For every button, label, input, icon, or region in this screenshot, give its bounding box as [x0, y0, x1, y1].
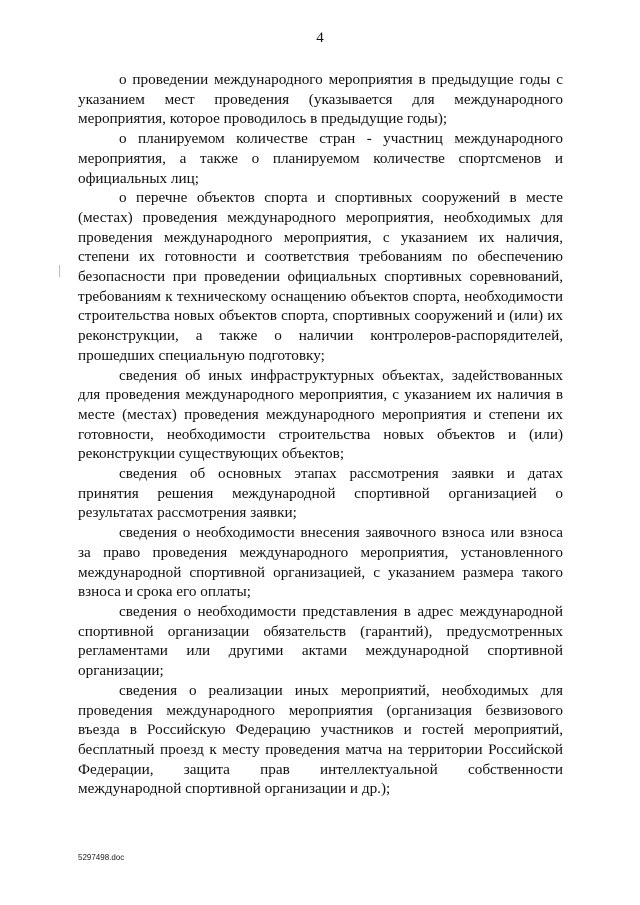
paragraph-planned-countries: о планируемом количестве стран - участниц международного мероприятия, а также о планируемом количестве спортсменов и официальных лиц; [78, 130, 563, 187]
paragraph-infrastructure: сведения об иных инфраструктурных объектах, задействованных для проведения международного мероприятия, с указанием их наличия в месте (местах) проведения международного мероприятия и степени их готовности, необходимости строительства новых объектов и (или) реконструкции существующих объектов; [78, 366, 563, 463]
paragraph-other-measures: сведения о реализации иных мероприятий, необходимых для проведения международного мероприятия (организация безвизового въезда в Российскую Федерацию участников и гостей мероприятий, бесплатный проезд к месту проведения матча на территории Российской Федерации, защита прав интеллектуальной собственности международной спортивной организации и др.); [78, 681, 563, 798]
scan-artifact [59, 265, 60, 277]
paragraph-application-stages: сведения об основных этапах рассмотрения заявки и датах принятия решения международной спортивной организацией о результатах рассмотрения заявки; [78, 465, 563, 522]
paragraph-guarantees: сведения о необходимости представления в адрес международной спортивной организации обязательств (гарантий), предусмотренных регламентами или другими актами международной спортивной организации; [78, 602, 563, 680]
page-number: 4 [316, 30, 324, 46]
paragraph-sport-facilities: о перечне объектов спорта и спортивных сооружений в месте (местах) проведения международного мероприятия, необходимых для проведения международного мероприятия, с указанием их наличия, степени их готовности и соответствия требованиям по обеспечению безопасности при проведении официальных спортивных соревнований, требованиям к техническому оснащению объектов спорта, необходимости строительства новых объектов спорта, спортивных сооружений и (или) их реконструкции, а также о наличии контролеров-распорядителей, прошедших специальную подготовку; [78, 189, 563, 364]
paragraph-application-fee: сведения о необходимости внесения заявочного взноса или взноса за право проведения международного мероприятия, установленного международной спортивной организацией, с указанием размера такого взноса и срока его оплаты; [78, 524, 563, 601]
document-body [78, 70, 563, 799]
file-name-footer: 5297498.doc [78, 853, 125, 862]
paragraph-previous-events: о проведении международного мероприятия в предыдущие годы с указанием мест проведения (указывается для международного мероприятия, которое проводилось в предыдущие годы); [78, 71, 563, 128]
